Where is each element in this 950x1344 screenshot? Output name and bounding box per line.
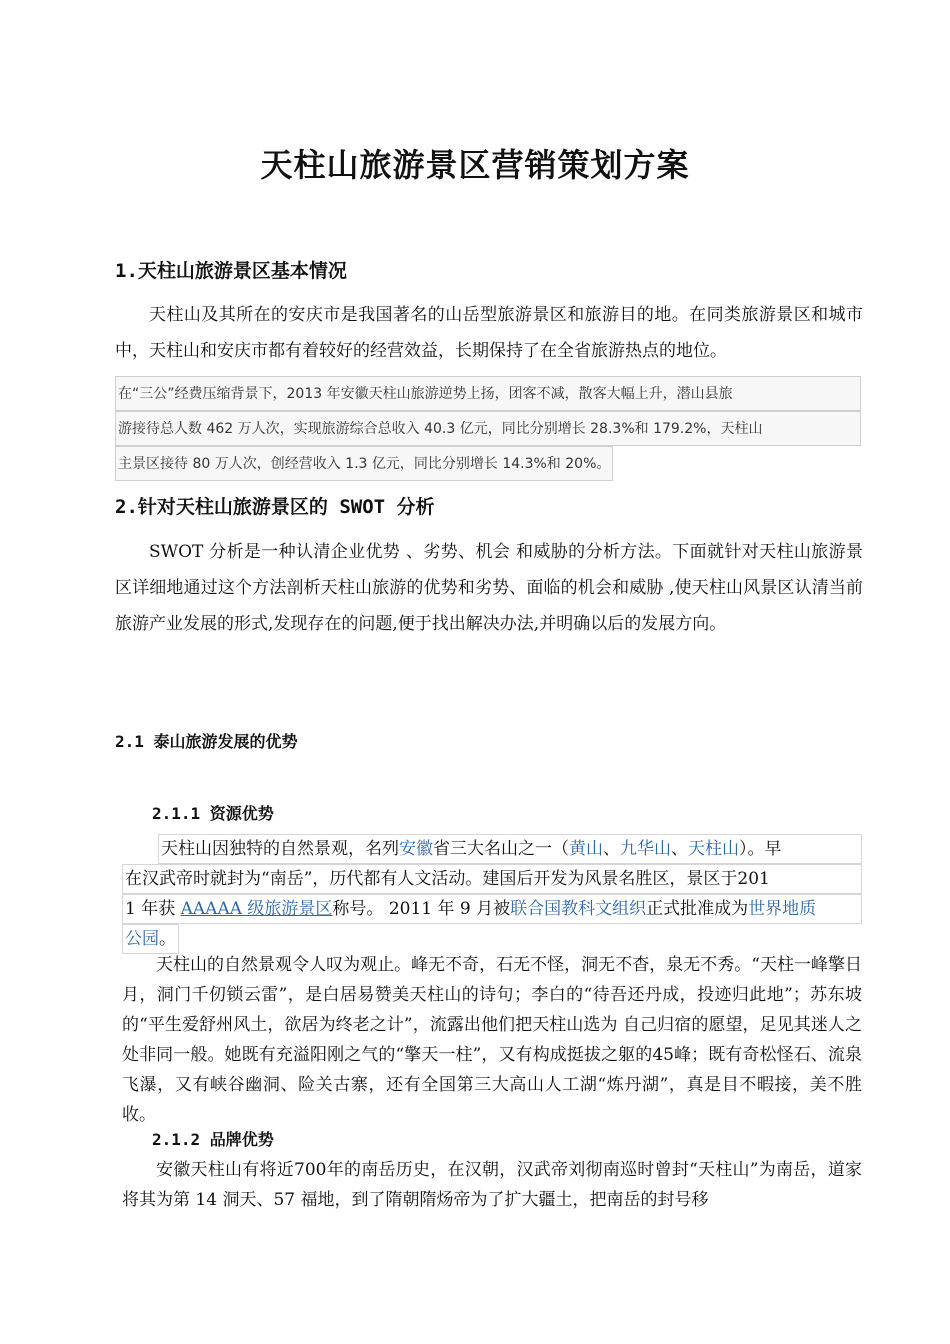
cite-line-1: [158, 834, 862, 864]
cite-text: 。: [159, 929, 176, 949]
link-unesco[interactable]: 联合国教科文组织: [510, 899, 647, 919]
cite-text: 正式批准成为: [646, 899, 749, 919]
boxed-line-3: 主景区接待 80 万人次，创经营收入 1.3 亿元，同比分别增长 14.3%和 20%。: [115, 446, 613, 481]
section-2-1-2-heading: 2.1.2 品牌优势: [152, 1130, 274, 1149]
section-1-heading: 1.天柱山旅游景区基本情况: [115, 260, 347, 282]
brand-text: 安徽天柱山有将近700年的南岳历史，在汉朝，汉武帝刘彻南巡时曾封“天柱山”为南岳，道家将其为第 14 洞天、57 福地，到了隋朝隋炀帝为了扩大疆土，把南岳的封号移: [122, 1160, 862, 1210]
section-2-heading: 2.针对天柱山旅游景区的 SWOT 分析: [115, 496, 435, 518]
section-1-text: 天柱山及其所在的安庆市是我国著名的山岳型旅游景区和旅游目的地。在同类旅游景区和城市中，天柱山和安庆市都有着较好的经营效益，长期保持了在全省旅游热点的地位。: [115, 305, 863, 361]
resource-citation-block: [122, 834, 862, 954]
cite-text: ）。早: [739, 839, 782, 859]
resource-paragraph: [122, 950, 862, 1130]
link-tianzhushan[interactable]: 天柱山: [688, 839, 739, 859]
link-world-geopark[interactable]: 世界地质: [748, 899, 817, 919]
section-1-paragraph: [115, 297, 863, 369]
section-2-paragraph: [115, 534, 863, 642]
cite-text: 称号。 2011 年 9 月被: [332, 899, 511, 919]
cite-text: 1 年获: [125, 899, 181, 919]
link-anhui[interactable]: 安徽: [399, 839, 433, 859]
resource-text: 天柱山的自然景观令人叹为观止。峰无不奇，石无不怪，洞无不杳，泉无不秀。“天柱一峰擎日月，洞门千仞锁云雷”，是白居易赞美天柱山的诗句；李白的“待吾还丹成，投迹归此地”；苏东坡的“平生爱舒州风土，欲居为终老之计”，流露出他们把天柱山选为 自己归宿的愿望，足见其迷人之处非同一般。她既有充溢阳刚之气的“擎天一柱”，又有构成挺拔之躯的45峰；既有奇松怪石、流泉飞瀑，又有峡谷幽洞、险关古寨，还有全国第三大高山人工湖“炼丹湖”，真是目不暇接，美不胜收。: [122, 955, 862, 1125]
link-jiuhuashan[interactable]: 九华山: [620, 839, 671, 859]
section-2-1-heading: 2.1 泰山旅游发展的优势: [115, 732, 298, 751]
link-geopark-cont[interactable]: 公园: [125, 929, 159, 949]
boxed-line-1: 在“三公”经费压缩背景下，2013 年安徽天柱山旅游逆势上扬，团客不减，散客大幅上升，潜山县旅: [115, 376, 861, 411]
cite-line-3: [122, 894, 862, 924]
section-2-text: SWOT 分析是一种认清企业优势 、劣势、机会 和威胁的分析方法。下面就针对天柱山旅游景区详细地通过这个方法剖析天柱山旅游的优势和劣势、面临的机会和威胁 ,使天柱山风景区认清当前旅游产业发展的形式,发现存在的问题,便于找出解决办法,并明确以后的发展方向。: [115, 542, 863, 634]
link-huangshan[interactable]: 黄山: [569, 839, 603, 859]
cite-sep: 、: [603, 839, 620, 859]
cite-text: 天柱山因独特的自然景观，名列: [161, 839, 399, 859]
cite-sep: 、: [671, 839, 688, 859]
cite-line-2: 在汉武帝时就封为“南岳”，历代都有人文活动。建国后开发为风景名胜区，景区于201: [122, 864, 862, 894]
section-2-1-1-heading: 2.1.1 资源优势: [152, 804, 274, 823]
boxed-line-2: 游接待总人数 462 万人次，实现旅游综合总收入 40.3 亿元，同比分别增长 28.3%和 179.2%，天柱山: [115, 411, 861, 446]
page-title: 天柱山旅游景区营销策划方案: [260, 146, 690, 184]
link-aaaaa-scenic-area[interactable]: AAAAA 级旅游景区: [180, 899, 333, 919]
section-1-boxed-quote: [115, 376, 861, 481]
cite-text: 省三大名山之一（: [433, 839, 569, 859]
brand-paragraph: [122, 1155, 862, 1215]
